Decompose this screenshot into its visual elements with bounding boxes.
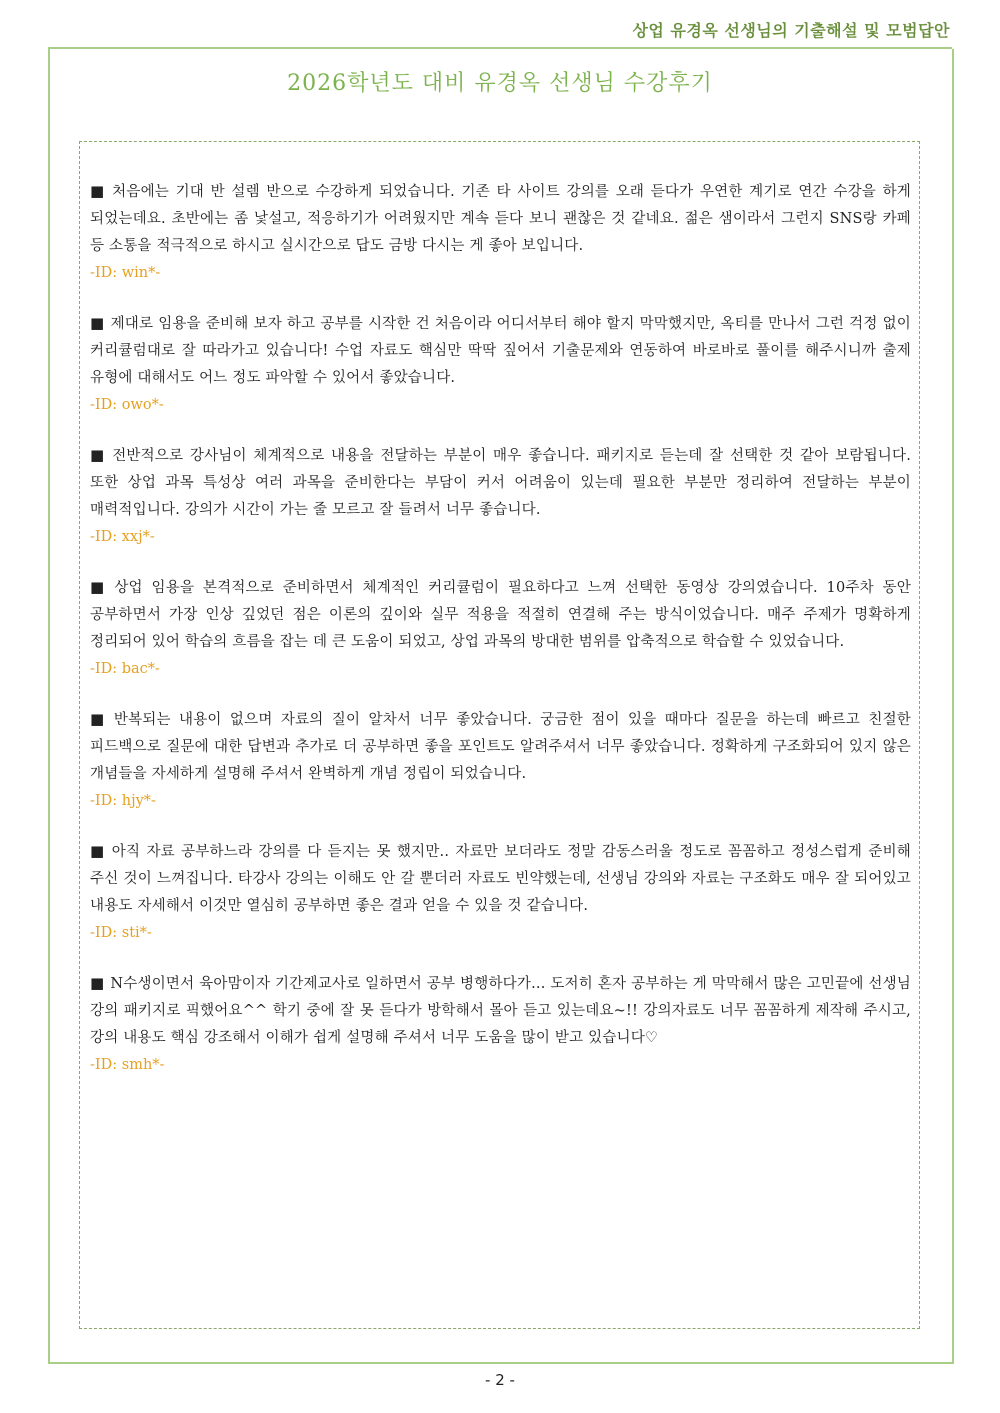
review-author-id: -ID: sti*-: [90, 925, 152, 941]
review-body: 전반적으로 강사님이 체계적으로 내용을 전달하는 부분이 매우 좋습니다. 패키지로 듣는데 잘 선택한 것 같아 보람됩니다. 또한 상업 과목 특성상 여러 과목을 준비한다는 부담이 커서 어려움이 있는데 필요한 부분만 정리하여 전달하는 부분이 매력적입니다. 강의가 시간이 가는 줄 모르고 잘 들려서 너무 좋습니다.: [90, 448, 911, 518]
review-item: [90, 310, 911, 418]
bullet-square-icon: ■: [90, 182, 107, 200]
review-author-id: -ID: hjy*-: [90, 793, 156, 809]
review-body: 상업 임용을 본격적으로 준비하면서 체계적인 커리큘럼이 필요하다고 느껴 선택한 동영상 강의였습니다. 10주차 동안 공부하면서 가장 인상 깊었던 점은 이론의 깊이와 실무 적용을 적절히 연결해 주는 방식이었습니다. 매주 주제가 명확하게 정리되어 있어 학습의 흐름을 잡는 데 큰 도움이 되었고, 상업 과목의 방대한 범위를 압축적으로 학습할 수 있었습니다.: [90, 580, 911, 650]
review-body: N수생이면서 육아맘이자 기간제교사로 일하면서 공부 병행하다가... 도저히 혼자 공부하는 게 막막해서 많은 고민끝에 선생님 강의 패키지로 픽했어요^^ 학기 중에 잘 못 듣다가 방학해서 몰아 듣고 있는데요~!! 강의자료도 너무 꼼꼼하게 제작해 주시고, 강의 내용도 핵심 강조해서 이해가 쉽게 설명해 주셔서 너무 도움을 많이 받고 있습니다♡: [90, 976, 911, 1046]
review-author-id: -ID: win*-: [90, 265, 161, 281]
review-author-id: -ID: bac*-: [90, 661, 160, 677]
review-item: [90, 442, 911, 550]
review-body: 아직 자료 공부하느라 강의를 다 듣지는 못 했지만.. 자료만 보더라도 정말 감동스러울 정도로 꼼꼼하고 정성스럽게 준비해 주신 것이 느껴집니다. 타강사 강의는 이해도 안 갈 뿐더러 자료도 빈약했는데, 선생님 강의와 자료는 구조화도 매우 잘 되어있고 내용도 자세해서 이것만 열심히 공부하면 좋은 결과 얻을 수 있을 것 같습니다.: [90, 844, 911, 914]
review-item: [90, 178, 911, 286]
bullet-square-icon: ■: [90, 314, 105, 332]
review-body: 반복되는 내용이 없으며 자료의 질이 알차서 너무 좋았습니다. 궁금한 점이 있을 때마다 질문을 하는데 빠르고 친절한 피드백으로 질문에 대한 답변과 추가로 더 공부하면 좋을 포인트도 알려주셔서 너무 좋았습니다. 정확하게 구조화되어 있지 않은 개념들을 자세하게 설명해 주셔서 완벽하게 개념 정립이 되었습니다.: [90, 712, 912, 782]
bullet-square-icon: ■: [90, 842, 106, 860]
review-author-id: -ID: owo*-: [90, 397, 164, 413]
review-author-id: -ID: xxj*-: [90, 529, 155, 545]
page-number: - 2 -: [485, 1371, 515, 1389]
running-header-title: 상업 유경옥 선생님의 기출해설 및 모범답안: [632, 21, 950, 40]
review-item: [90, 706, 911, 814]
review-text: [90, 574, 911, 656]
review-body: 처음에는 기대 반 설렘 반으로 수강하게 되었습니다. 기존 타 사이트 강의를 오래 듣다가 우연한 계기로 연간 수강을 하게 되었는데요. 초반에는 좀 낯설고, 적응하기가 어려웠지만 계속 듣다 보니 괜찮은 것 같네요. 젊은 샘이라서 그런지 SNS랑 카페 등 소통을 적극적으로 하시고 실시간으로 답도 금방 다시는 게 좋아 보입니다.: [90, 184, 912, 254]
review-text: [90, 310, 911, 392]
review-item: [90, 574, 911, 682]
review-text: [90, 178, 911, 260]
review-text: [90, 838, 911, 920]
review-text: [90, 970, 911, 1052]
bullet-square-icon: ■: [90, 974, 105, 992]
bullet-square-icon: ■: [90, 446, 107, 464]
reviews-box: [79, 141, 920, 1329]
review-text: [90, 442, 911, 524]
review-item: [90, 970, 911, 1078]
review-text: [90, 706, 911, 788]
bullet-square-icon: ■: [90, 578, 109, 596]
page-title: 2026학년도 대비 유경옥 선생님 수강후기: [287, 71, 713, 96]
review-body: 제대로 임용을 준비해 보자 하고 공부를 시작한 건 처음이라 어디서부터 해야 할지 막막했지만, 옥티를 만나서 그런 걱정 없이 커리큘럼대로 잘 따라가고 있습니다! 수업 자료도 핵심만 딱딱 짚어서 기출문제와 연동하여 바로바로 풀이를 해주시니까 출제 유형에 대해서도 어느 정도 파악할 수 있어서 좋았습니다.: [90, 316, 911, 386]
bullet-square-icon: ■: [90, 710, 108, 728]
review-author-id: -ID: smh*-: [90, 1057, 165, 1073]
review-item: [90, 838, 911, 946]
